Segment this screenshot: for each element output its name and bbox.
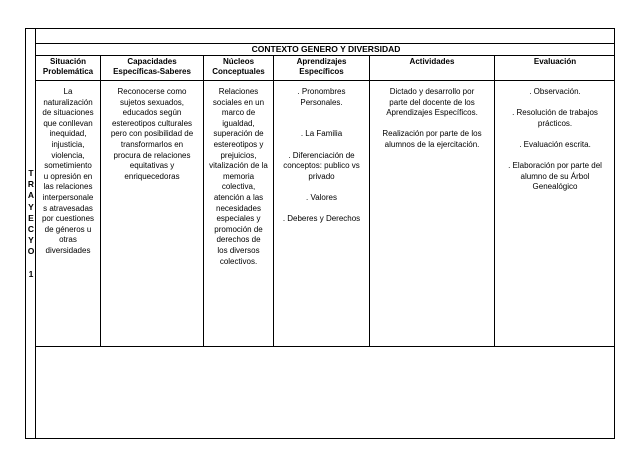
side-label-letter: T <box>28 168 34 178</box>
side-label-letter: R <box>27 179 35 190</box>
header-row-divider <box>35 80 615 81</box>
side-label-number: 1 <box>28 268 34 279</box>
side-label-letter: Y <box>28 201 34 212</box>
side-label-letter: C <box>27 224 35 235</box>
section-title: CONTEXTO GENERO Y DIVERSIDAD <box>251 44 401 54</box>
header-actividades: Actividades <box>409 57 455 66</box>
banner-divider <box>35 55 615 56</box>
header-capacidades: Capacidades Específicas-Saberes <box>113 57 191 77</box>
cell-aprendizajes: . Pronombres Personales. . La Familia . Diferenciación de conceptos: publico vs privado . Valores . Deberes y Derechos <box>282 87 361 224</box>
side-label-letter: Y <box>28 235 34 246</box>
side-label-spacer <box>26 258 36 269</box>
header-aprendizajes: Aprendizajes Específicos <box>296 57 347 77</box>
cell-nucleos: Relaciones sociales en un marco de igualdad, superación de estereotipos y prejuicios, vitalización de la memoria colectiva, atención a las necesidades especiales y promoción de derechos de los diversos colectivos. <box>209 87 268 266</box>
cell-situacion: La naturalización de situaciones que conllevan inequidad, injusticia, violencia, sometimiento u opresión en las relaciones interpersonale s atravesadas por cuestiones de géneros u otras diversidades <box>41 87 95 255</box>
cell-actividades: Dictado y desarrollo por parte del docente de los Aprendizajes Específicos. Realización por parte de los alumnos de la ejercitación. <box>382 87 482 149</box>
side-label-letter: A <box>27 190 35 201</box>
header-evaluacion: Evaluación <box>533 57 577 66</box>
side-label-letter: E <box>28 212 34 223</box>
header-nucleos: Núcleos Conceptuales <box>212 57 265 77</box>
header-situacion: Situación Problemática <box>42 57 94 77</box>
cell-evaluacion: . Observación. . Resolución de trabajos prácticos. . Evaluación escrita. . Elaboración por parte del alumno de su Árbol Genealógico <box>508 87 602 192</box>
side-label-letter: O <box>27 246 35 257</box>
empty-row <box>36 347 615 438</box>
cell-capacidades: Reconocerse como sujetos sexuados, educados según estereotipos culturales pero con posibilidad de transformarlos en procura de relaciones equitativas y enriquecedoras <box>110 87 194 181</box>
side-label <box>26 168 36 280</box>
